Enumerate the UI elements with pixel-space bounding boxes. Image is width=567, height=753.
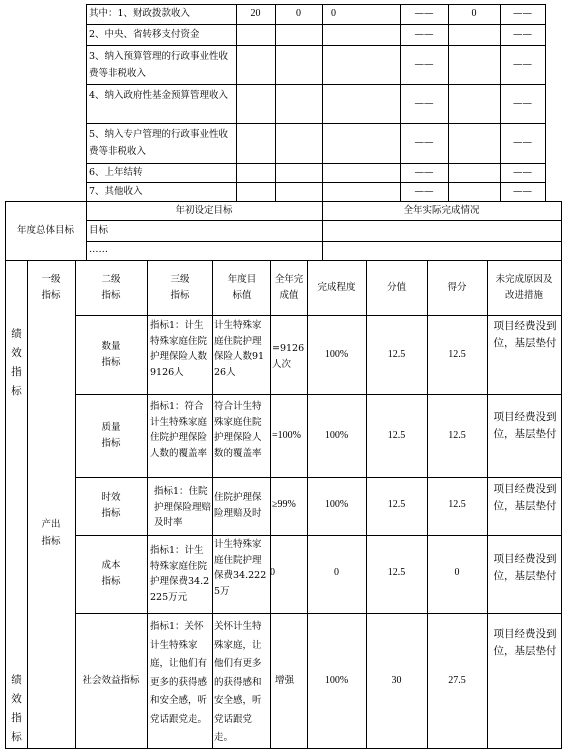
funding-dash: —— <box>414 137 434 148</box>
row-score: 0 <box>454 567 460 578</box>
row-actual: =100% <box>272 430 301 441</box>
grid-line <box>236 4 237 201</box>
goal-initial-header: 年初设定目标 <box>175 205 233 216</box>
funding-dash: —— <box>414 59 434 70</box>
row-level2: 时效指标 <box>101 492 121 519</box>
grid-line <box>561 201 562 749</box>
row-completion: 100% <box>324 349 349 360</box>
row-target: 计生特殊家庭住院护理保费34.2225万 <box>214 539 267 597</box>
row-target: 计生特殊家庭住院护理保险人数9126人 <box>214 320 265 378</box>
row-level3: 指标1：计生特殊家庭住院护理保险人数9126人 <box>150 320 208 378</box>
header-score-value: 分值 <box>386 282 406 293</box>
output-indicator-label: 产出指标 <box>41 519 61 547</box>
grid-line <box>86 123 545 124</box>
row-completion: 100% <box>324 675 349 686</box>
funding-label: 7、其他收入 <box>89 186 143 197</box>
header-level3: 三级指标 <box>170 274 190 301</box>
row-level3: 指标1：符合计生特殊家庭住院护理保险人数的覆盖率 <box>150 401 208 459</box>
funding-label: 3、纳入预算管理的行政事业性收费等非税收入 <box>89 51 229 79</box>
row-reason: 项目经费没到位，基层垫付 <box>493 553 557 582</box>
row-score-value: 12.5 <box>387 499 406 510</box>
row-score-value: 12.5 <box>387 430 406 441</box>
row-level2: 质量指标 <box>101 422 121 449</box>
row-score: 12.5 <box>448 430 466 441</box>
side-label-performance: 绩效指标 <box>11 674 22 743</box>
grid-line <box>5 748 561 749</box>
goal-text: …… <box>89 244 108 255</box>
grid-line <box>86 84 545 85</box>
row-reason: 项目经费没到位，基层垫付 <box>493 411 557 440</box>
row-level2: 社会效益指标 <box>82 675 140 686</box>
row-completion: 100% <box>324 499 349 510</box>
funding-value: 0 <box>296 8 301 19</box>
row-actual: 0 <box>270 567 275 578</box>
row-level2: 数量指标 <box>101 341 121 368</box>
grid-line <box>275 4 276 201</box>
grid-line <box>86 241 561 242</box>
row-target: 住院护理保险理赔及时 <box>214 492 262 519</box>
funding-dash: —— <box>513 29 532 40</box>
funding-dash: —— <box>414 167 434 178</box>
goal-actual-header: 全年实际完成情况 <box>403 205 480 216</box>
row-score-value: 30 <box>391 675 402 686</box>
funding-dash: —— <box>513 167 532 178</box>
row-completion: 0 <box>334 567 339 578</box>
funding-label: 6、上年结转 <box>89 167 143 178</box>
grid-line <box>5 201 561 202</box>
row-actual: ≥99% <box>272 499 296 510</box>
header-level2: 二级指标 <box>101 274 121 301</box>
grid-line <box>448 4 449 201</box>
grid-line <box>86 163 545 164</box>
header-score: 得分 <box>447 282 467 293</box>
funding-value: 20 <box>250 8 261 19</box>
header-completion: 完成程度 <box>317 282 356 293</box>
row-level3: 指标1：关怀计生特殊家庭，让他们有更多的获得感和安全感，听党话跟党走。 <box>150 621 208 725</box>
funding-dash: —— <box>513 8 532 19</box>
funding-label: 2、中央、省转移支付资金 <box>89 29 200 40</box>
row-reason: 项目经费没到位，基层垫付 <box>493 628 557 657</box>
funding-value: 0 <box>331 8 336 19</box>
funding-dash: —— <box>513 98 532 109</box>
row-score: 12.5 <box>448 349 466 360</box>
row-level3: 指标1：住院护理保险理赔及时率 <box>154 486 212 528</box>
funding-label: 5、纳入专户管理的行政事业性收费等非税收入 <box>89 129 229 157</box>
funding-dash: —— <box>414 186 434 197</box>
row-actual: =9126人次 <box>272 343 305 370</box>
grid-line <box>86 4 545 5</box>
header-reason: 未完成原因及改进措施 <box>495 274 553 301</box>
side-label-performance: 绩效指标 <box>11 328 22 397</box>
funding-dash: —— <box>414 29 434 40</box>
goal-label: 年度总体目标 <box>16 225 74 236</box>
row-score-value: 12.5 <box>387 567 406 578</box>
row-actual: 增强 <box>275 675 295 686</box>
grid-line <box>147 260 148 749</box>
row-level2: 成本指标 <box>101 560 121 587</box>
grid-line <box>86 24 545 25</box>
row-score: 27.5 <box>448 675 466 686</box>
funding-dash: —— <box>414 8 434 19</box>
grid-line <box>86 220 561 221</box>
row-score-value: 12.5 <box>387 349 406 360</box>
row-completion: 100% <box>324 430 349 441</box>
grid-line <box>322 4 323 260</box>
header-level1: 一级指标 <box>41 274 61 301</box>
grid-line <box>487 260 488 749</box>
grid-line <box>5 260 561 261</box>
funding-dash: —— <box>513 137 532 148</box>
grid-line <box>270 260 271 749</box>
row-score: 12.5 <box>448 499 466 510</box>
goal-text: 目标 <box>89 225 109 236</box>
grid-line <box>86 45 545 46</box>
row-reason: 项目经费没到位，基层垫付 <box>493 483 557 512</box>
header-actual-value: 全年完成值 <box>274 274 304 301</box>
grid-line <box>86 4 87 260</box>
funding-dash: —— <box>414 98 434 109</box>
funding-label: 其中：1、财政拨款收入 <box>89 8 191 19</box>
funding-label: 4、纳入政府性基金预算管理收入 <box>89 90 229 101</box>
header-annual-target: 年度目标值 <box>227 274 257 301</box>
funding-dash: —— <box>513 186 532 197</box>
row-reason: 项目经费没到位，基层垫付 <box>493 320 557 349</box>
row-target: 关怀计生特殊家庭，让他们有更多的获得感和安全感，听党话跟党走。 <box>214 621 262 743</box>
grid-line <box>545 4 546 201</box>
grid-line <box>86 182 545 183</box>
grid-line <box>212 260 213 749</box>
row-level3: 指标1：计生特殊家庭住院护理保费34.2225万元 <box>150 545 210 603</box>
row-target: 符合计生特殊家庭住院护理保险人数的覆盖率 <box>214 401 262 459</box>
grid-line <box>5 201 6 749</box>
grid-line <box>27 260 28 749</box>
funding-dash: —— <box>513 59 532 70</box>
funding-value: 0 <box>471 8 477 19</box>
